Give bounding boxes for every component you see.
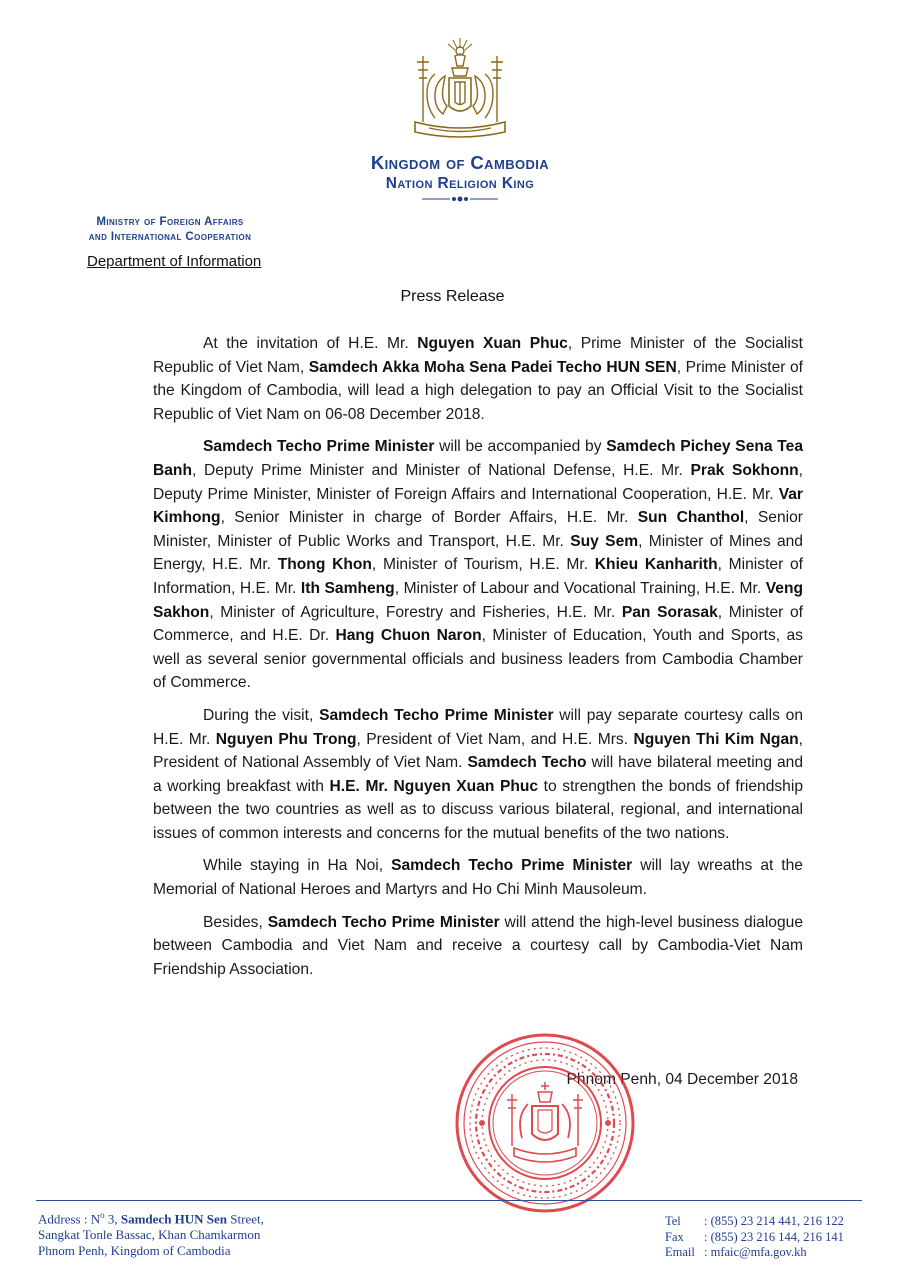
text-run: , President of National Assembly of Viet Nam.: [153, 730, 803, 772]
text-run: , Minister of Tourism, H.E. Mr.: [371, 556, 595, 574]
text-run: to strengthen the bonds of friendship between the two countries as well as to discuss various bilateral, regional, and international issues of common interests and concerns for the mutual benefits of the two nations.: [153, 777, 803, 842]
footer-contact: [665, 1214, 844, 1261]
bold-name-run: Var Kimhong: [153, 485, 803, 527]
body-paragraph: [153, 854, 803, 901]
bold-name-run: Nguyen Xuan Phuc: [417, 335, 568, 352]
bold-name-run: Khieu Kanharith: [594, 556, 718, 574]
bold-name-run: Nguyen Thi Kim Ngan: [633, 730, 799, 748]
bold-name-run: Veng Sakhon: [153, 579, 803, 621]
address-line-2: Sangkat Tonle Bassac, Khan Chamkarmon: [38, 1227, 261, 1243]
text-run: At the invitation of H.E. Mr.: [203, 335, 418, 352]
bold-name-run: Samdech Techo Prime Minister: [203, 438, 435, 456]
address-line-1: Address : $N^o$ 3, Samdech HUN Sen Street,: [38, 1210, 264, 1227]
text-run: will be accompanied by: [434, 438, 607, 456]
bold-name-run: Samdech Techo: [467, 754, 587, 772]
text-run: While staying in Ha Noi,: [203, 857, 392, 875]
text-run: , Deputy Prime Minister and Minister of National Defense, H.E. Mr.: [191, 461, 691, 479]
official-ministry-seal-icon: [452, 1030, 638, 1216]
body-paragraph: [153, 911, 803, 982]
footer-address: [38, 1207, 264, 1259]
text-run: , Senior Minister, Minister of Public Works and Transport, H.E. Mr.: [153, 509, 803, 550]
text-run: , Minister of Commerce, and H.E. Dr.: [153, 603, 803, 645]
bold-name-run: H.E. Mr. Nguyen Xuan Phuc: [329, 777, 539, 795]
kingdom-heading: [305, 152, 615, 203]
text-run: , Minister of Education, Youth and Sports, as well as several senior governmental officials and business leaders from Cambodia Chamber of Commerce.: [153, 627, 803, 692]
text-run: will have bilateral meeting and a working breakfast with: [153, 754, 803, 795]
text-run: , Prime Minister of the Kingdom of Cambodia, will lead a high delegation to pay an Official Visit to the Socialist Republic of Viet Nam on 06-08 December 2018.: [153, 358, 804, 423]
bold-name-run: Ith Samheng: [300, 579, 395, 597]
bold-name-run: Nguyen Phu Trong: [215, 730, 357, 748]
text-run: will pay separate courtesy calls on H.E. Mr.: [153, 706, 803, 748]
text-run: , Minister of Labour and Vocational Training, H.E. Mr.: [394, 579, 766, 597]
official-seal: [452, 1030, 638, 1216]
address-line-3: Phnom Penh, Kingdom of Cambodia: [38, 1243, 231, 1259]
body-paragraph: [153, 435, 803, 695]
text-run: will lay wreaths at the Memorial of National Heroes and Martyrs and Ho Chi Minh Mausoleum.: [153, 857, 803, 899]
bold-name-run: Samdech Techo Prime Minister: [391, 857, 633, 875]
text-run: , Minister of Information, H.E. Mr.: [153, 556, 803, 597]
royal-arms-of-cambodia-icon: [405, 36, 515, 142]
text-run: , Senior Minister in charge of Border Affairs, H.E. Mr.: [220, 509, 638, 527]
press-release-body: [153, 332, 803, 990]
text-run: will attend the high-level business dialogue between Cambodia and Viet Nam and receive a courtesy call by Cambodia-Viet Nam Friendship Association.: [153, 913, 803, 978]
bold-name-run: Suy Sem: [570, 532, 639, 550]
document-title: Press Release: [400, 288, 505, 305]
text-run: , Minister of Agriculture, Forestry and Fisheries, H.E. Mr.: [209, 603, 622, 621]
bold-name-run: Sun Chanthol: [637, 509, 745, 527]
body-paragraph: [153, 704, 803, 846]
text-run: , Minister of Mines and Energy, H.E. Mr.: [153, 532, 803, 574]
department-name: Department of Information: [87, 253, 262, 270]
royal-arms-emblem: [405, 36, 515, 142]
national-motto: Nation Religion King: [385, 175, 535, 192]
text-run: , Deputy Prime Minister, Minister of Foreign Affairs and International Cooperation, H.E. Mr.: [153, 461, 803, 503]
bold-name-run: Prak Sokhonn: [690, 461, 799, 479]
bold-name-run: Samdech Pichey Sena Tea Banh: [153, 438, 803, 479]
ministry-name: [40, 215, 300, 245]
text-run: , President of Viet Nam, and H.E. Mrs.: [356, 730, 634, 748]
bold-name-run: Samdech Akka Moha Sena Padei Techo HUN SEN: [308, 358, 677, 376]
ministry-line-1: Ministry of Foreign Affairs: [96, 216, 244, 228]
ornamental-divider-icon: [420, 195, 500, 203]
text-run: Besides,: [203, 913, 268, 931]
body-paragraph: [153, 332, 803, 426]
ministry-line-2: and International Cooperation: [88, 231, 252, 243]
footer-rule: [36, 1200, 862, 1201]
dateline: Phnom Penh, 04 December 2018: [566, 1071, 798, 1088]
bold-name-run: Samdech Techo Prime Minister: [319, 706, 554, 724]
bold-name-run: Pan Sorasak: [621, 603, 718, 621]
bold-name-run: Samdech Techo Prime Minister: [267, 913, 500, 931]
contact-fax: Fax : (855) 23 216 144, 216 141: [665, 1229, 844, 1244]
text-run: , Prime Minister of the Socialist Republic of Viet Nam,: [153, 335, 803, 376]
contact-email: Email : mfaic@mfa.gov.kh: [665, 1245, 807, 1259]
bold-name-run: Thong Khon: [277, 556, 372, 574]
contact-tel: Tel : (855) 23 214 441, 216 122: [665, 1214, 844, 1228]
text-run: During the visit,: [203, 706, 320, 724]
bold-name-run: Hang Chuon Naron: [335, 627, 482, 645]
kingdom-name: Kingdom of Cambodia: [370, 152, 550, 173]
